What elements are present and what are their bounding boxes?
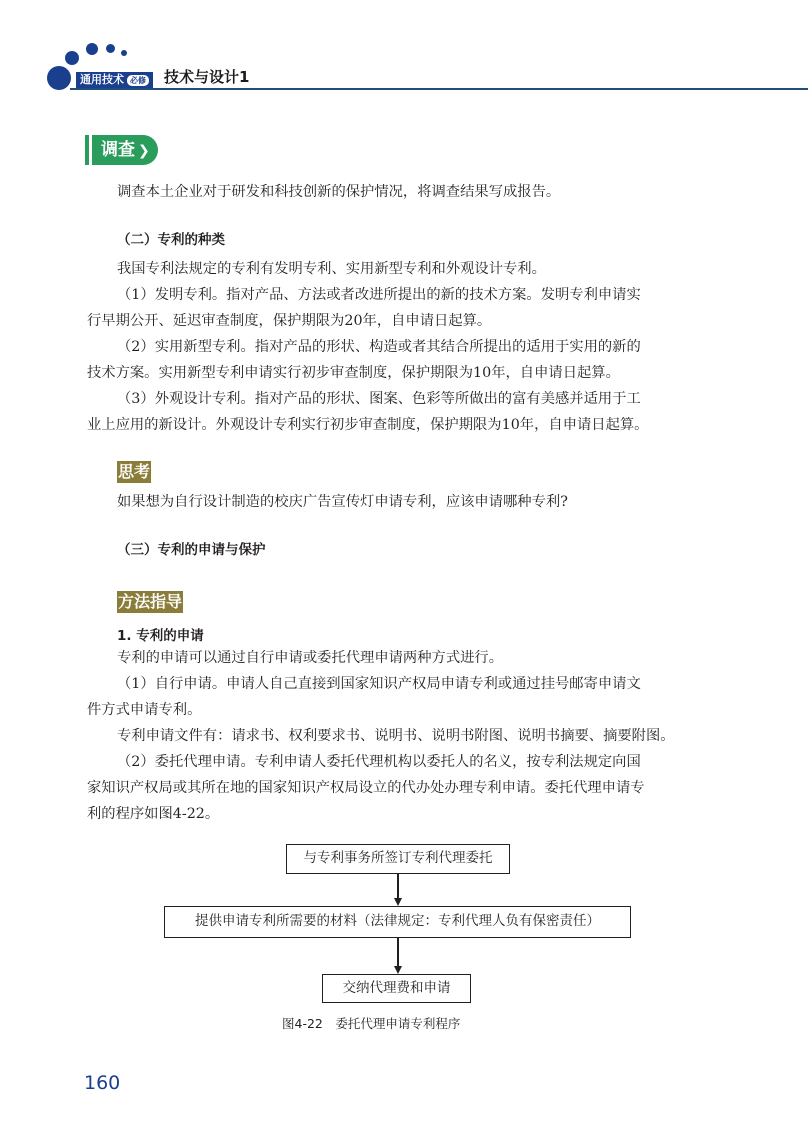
paragraph-line: （2）委托代理申请。专利申请人委托代理机构以委托人的名义，按专利法规定向国: [117, 754, 641, 770]
book-title: 技术与设计1: [164, 68, 250, 86]
investigate-text: 调查本土企业对于研发和科技创新的保护情况，将调查结果写成报告。: [117, 184, 561, 200]
flow-step-1-text: 与专利事务所签订专利代理委托: [303, 850, 493, 866]
page-number: 160: [84, 1072, 121, 1094]
paragraph-line: 我国专利法规定的专利有发明专利、实用新型专利和外观设计专利。: [117, 261, 546, 277]
paragraph-line: （1）发明专利。指对产品、方法或者改进所提出的新的技术方案。发明专利申请实: [117, 287, 641, 303]
header-dot-medium: [65, 51, 79, 65]
section-heading-application: （三）专利的申请与保护: [117, 542, 266, 558]
paragraph-line: （3）外观设计专利。指对产品的形状、图案、色彩等所做出的富有美感并适用于工: [117, 391, 641, 407]
section-heading-patent-types: （二）专利的种类: [117, 232, 225, 248]
flow-step-3-text: 交纳代理费和申请: [342, 980, 451, 996]
flow-step-1: [286, 844, 510, 874]
investigate-accent-bar: [85, 135, 89, 165]
flow-step-2-text: 提供申请专利所需要的材料（法律规定：专利代理人负有保密责任）: [195, 913, 600, 929]
paragraph-line: 行早期公开、延迟审查制度，保护期限为20年，自申请日起算。: [87, 313, 492, 329]
flow-connector: [397, 874, 399, 898]
paragraph-line: 专利的申请可以通过自行申请或委托代理申请两种方式进行。: [117, 650, 504, 666]
header-rule: [70, 88, 808, 90]
paragraph-line: 专利申请文件有：请求书、权利要求书、说明书、说明书附图、说明书摘要、摘要附图。: [117, 728, 675, 744]
header-dot-mini: [121, 50, 127, 56]
paragraph-line: 业上应用的新设计。外观设计专利实行初步审查制度，保护期限为10年，自申请日起算。: [87, 417, 649, 433]
arrow-down-icon: [394, 966, 402, 974]
paragraph-line: （1）自行申请。申请人自己直接到国家知识产权局申请专利或通过挂号邮寄申请文: [117, 676, 641, 692]
paragraph-line: 利的程序如图4-22。: [87, 806, 220, 822]
investigate-label: [92, 135, 158, 165]
investigate-label-text: 调查: [101, 140, 135, 160]
flow-step-2: [164, 906, 631, 938]
figure-caption: 图4-22 委托代理申请专利程序: [282, 1016, 461, 1031]
header-dot-tiny: [106, 44, 115, 53]
flow-step-3: [322, 974, 471, 1003]
arrow-down-icon: [394, 898, 402, 906]
paragraph-line: 家知识产权局或其所在地的国家知识产权局设立的代办处办理专利申请。委托代理申请专: [87, 780, 645, 796]
think-label: 思考: [118, 462, 151, 481]
header-dot-small: [86, 43, 98, 55]
think-text: 如果想为自行设计制造的校庆广告宣传灯申请专利，应该申请哪种专利?: [117, 494, 568, 510]
flow-connector: [397, 938, 399, 966]
paragraph-line: （2）实用新型专利。指对产品的形状、构造或者其结合所提出的适用于实用的新的: [117, 339, 641, 355]
subheading-application: 1. 专利的申请: [117, 628, 204, 644]
brand-tag: 必修: [127, 75, 149, 86]
paragraph-line: 件方式申请专利。: [87, 702, 202, 718]
paragraph-line: 技术方案。实用新型专利申请实行初步审查制度，保护期限为10年，自申请日起算。: [87, 365, 620, 381]
header-dot-large: [47, 66, 71, 90]
chevron-right-icon: ❯: [138, 143, 150, 159]
series-brand: [76, 72, 153, 88]
method-guide-label: 方法指导: [118, 592, 183, 611]
brand-text: 通用技术: [80, 73, 124, 86]
